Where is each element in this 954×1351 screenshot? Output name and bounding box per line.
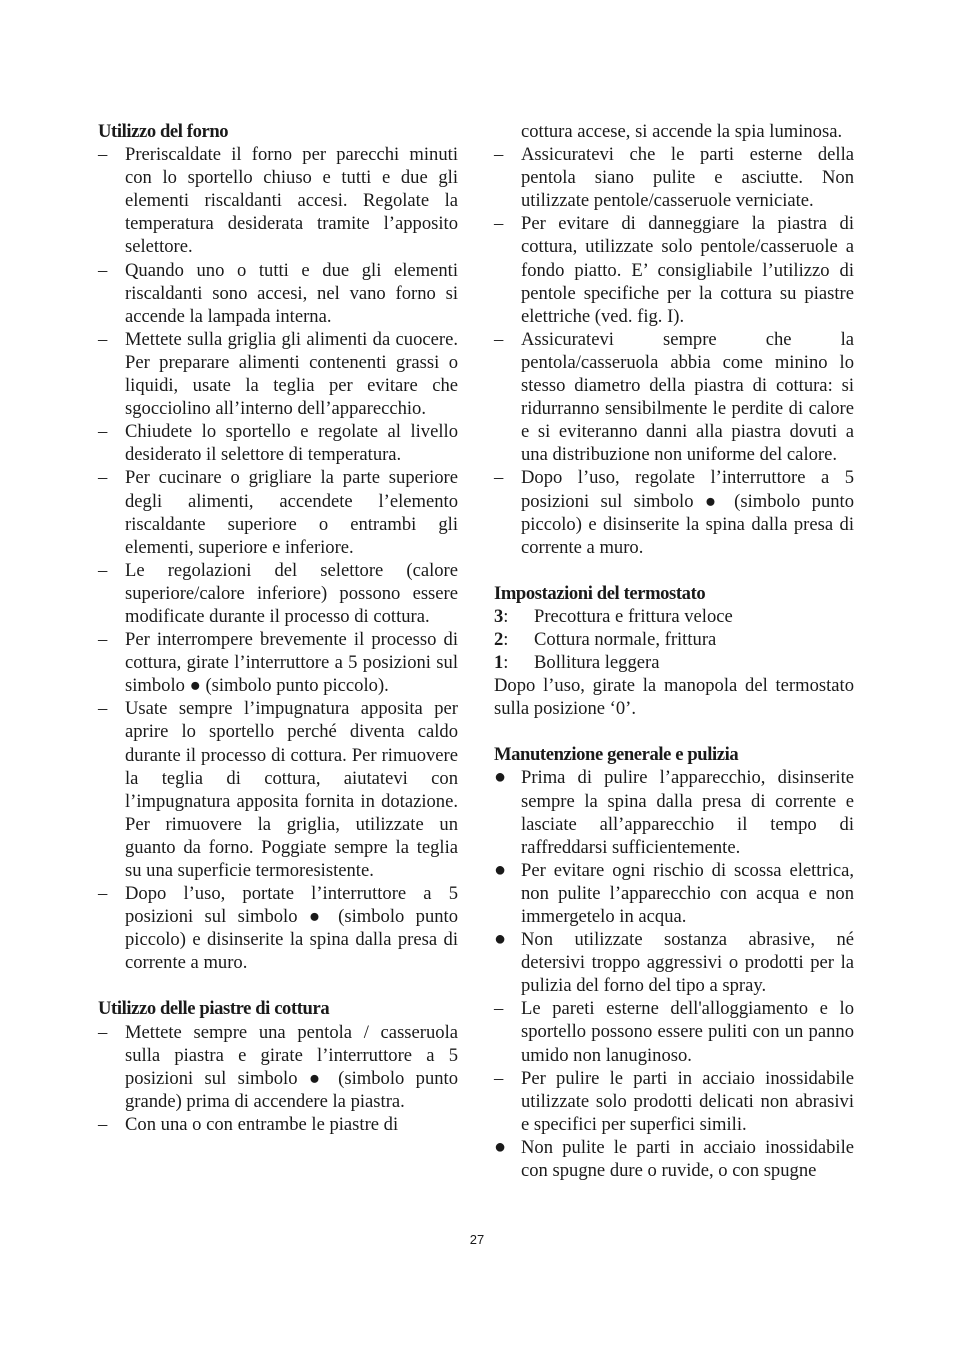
left-column bbox=[98, 120, 458, 1136]
list-item: – Mettete sulla griglia gli alimenti da cuocere. Per preparare alimenti contenenti grassi o liquidi, usate la teglia per evitare che sgocciolino all’interno dell’apparecchio. bbox=[98, 328, 458, 420]
section-heading-thermostat: Impostazioni del termostato bbox=[494, 582, 706, 604]
list-item: – Per pulire le parti in acciaio inossidabile utilizzate solo prodotti delicati non abrasivi e specifici per superfici simili. bbox=[494, 1067, 854, 1135]
list-item: – Le pareti esterne dell'alloggiamento e lo sportello possono essere puliti con un panno umido non lanuginoso. bbox=[494, 998, 854, 1066]
continued-text: cottura accese, si accende la spia luminosa. bbox=[521, 121, 843, 142]
thermostat-note: Dopo l’uso, girate la manopola del termostato sulla posizione ‘0’. bbox=[494, 675, 854, 720]
list-item: ● Prima di pulire l’apparecchio, disinserite sempre la spina dalla presa di corrente e lasciate all’apparecchio il tempo di raffreddarsi sufficientemente. bbox=[494, 766, 854, 858]
section-heading-hotplates: Utilizzo delle piastre di cottura bbox=[98, 998, 330, 1020]
section-heading-oven: Utilizzo del forno bbox=[98, 121, 229, 142]
list-item: – Preriscaldate il forno per parecchi minuti con lo sportello chiuso e tutti e due gli elementi riscaldanti accesi. Regolate la temperatura desiderata tramite l’apposito selettore. bbox=[98, 144, 458, 258]
list-item: – Dopo l’uso, portate l’interruttore a 5 posizioni sul simbolo ● (simbolo punto piccolo) e disinserite la spina dalla presa di corrente a muro. bbox=[98, 883, 458, 974]
page-number: 27 bbox=[469, 1232, 485, 1247]
section-heading-maintenance: Manutenzione generale e pulizia bbox=[494, 744, 739, 766]
list-item: – Per interrompere brevemente il processo di cottura, girate l’interruttore a 5 posizioni sul simbolo ● (simbolo punto piccolo). bbox=[98, 629, 458, 697]
list-item: – Assicuratevi sempre che la pentola/casseruola abbia come minino lo stesso diametro della piastra di cottura: si ridurranno sensibilmente le perdite di calore e si eviteranno danni alla piastra dovuti a una distribuzione non uniforme del calore. bbox=[494, 328, 854, 466]
list-item: – Quando uno o tutti e due gli elementi riscaldanti sono accesi, nel vano forno si accende la lampada interna. bbox=[98, 259, 458, 327]
thermostat-setting: 3: Precottura e frittura veloce bbox=[494, 605, 733, 627]
thermostat-setting: 1: Bollitura leggera bbox=[494, 652, 660, 674]
list-item: – Le regolazioni del selettore (calore superiore/calore inferiore) possono essere modificate durante il processo di cottura. bbox=[98, 559, 458, 627]
list-item: ● Non utilizzate sostanza abrasive, né detersivi troppo aggressivi o prodotti per la pulizia del forno del tipo a spray. bbox=[494, 928, 854, 997]
list-item: ● Non pulite le parti in acciaio inossidabile con spugne dure o ruvide, o con spugne bbox=[494, 1135, 854, 1182]
list-item: – Con una o con entrambe le piastre di bbox=[98, 1113, 399, 1135]
list-item: ● Per evitare ogni rischio di scossa elettrica, non pulite l’apparecchio con acqua e non immergetelo in acqua. bbox=[494, 858, 854, 927]
list-item: – Usate sempre l’impugnatura apposita per aprire lo sportello perché diventa caldo durante il processo di cottura. Per rimuovere la teglia di cottura, aiutatevi con l’impugnatura apposita fornita in dotazione. Per rimuovere la griglia, utilizzate un guanto da forno. Poggiate sempre la teglia su una superficie termoresistente. bbox=[98, 698, 458, 881]
list-item: – Per evitare di danneggiare la piastra di cottura, utilizzate solo pentole/casseruole a fondo piatto. E’ consigliabile l’utilizzo di pentole specifiche per la cottura su piastre elettriche (ved. fig. I). bbox=[494, 213, 854, 327]
list-item: – Per cucinare o grigliare la parte superiore degli alimenti, accendete l’elemento riscaldante superiore o entrambi gli elementi, superiore e inferiore. bbox=[98, 467, 458, 558]
list-item: – Chiudete lo sportello e regolate al livello desiderato il selettore di temperatura. bbox=[98, 421, 458, 466]
thermostat-setting: 2: Cottura normale, frittura bbox=[494, 628, 717, 650]
right-column bbox=[494, 120, 854, 1182]
list-item: – Assicuratevi che le parti esterne della pentola siano pulite e asciutte. Non utilizzate pentole/casseruole verniciate. bbox=[494, 144, 854, 212]
list-item: – Mettete sempre una pentola / casseruola sulla piastra e girate l’interruttore a 5 posizioni sul simbolo ● (simbolo punto grande) prima di accendere la piastra. bbox=[98, 1021, 458, 1112]
list-item: – Dopo l’uso, regolate l’interruttore a 5 posizioni sul simbolo ● (simbolo punto piccolo) e disinserite la spina dalla presa di corrente a muro. bbox=[494, 467, 854, 558]
